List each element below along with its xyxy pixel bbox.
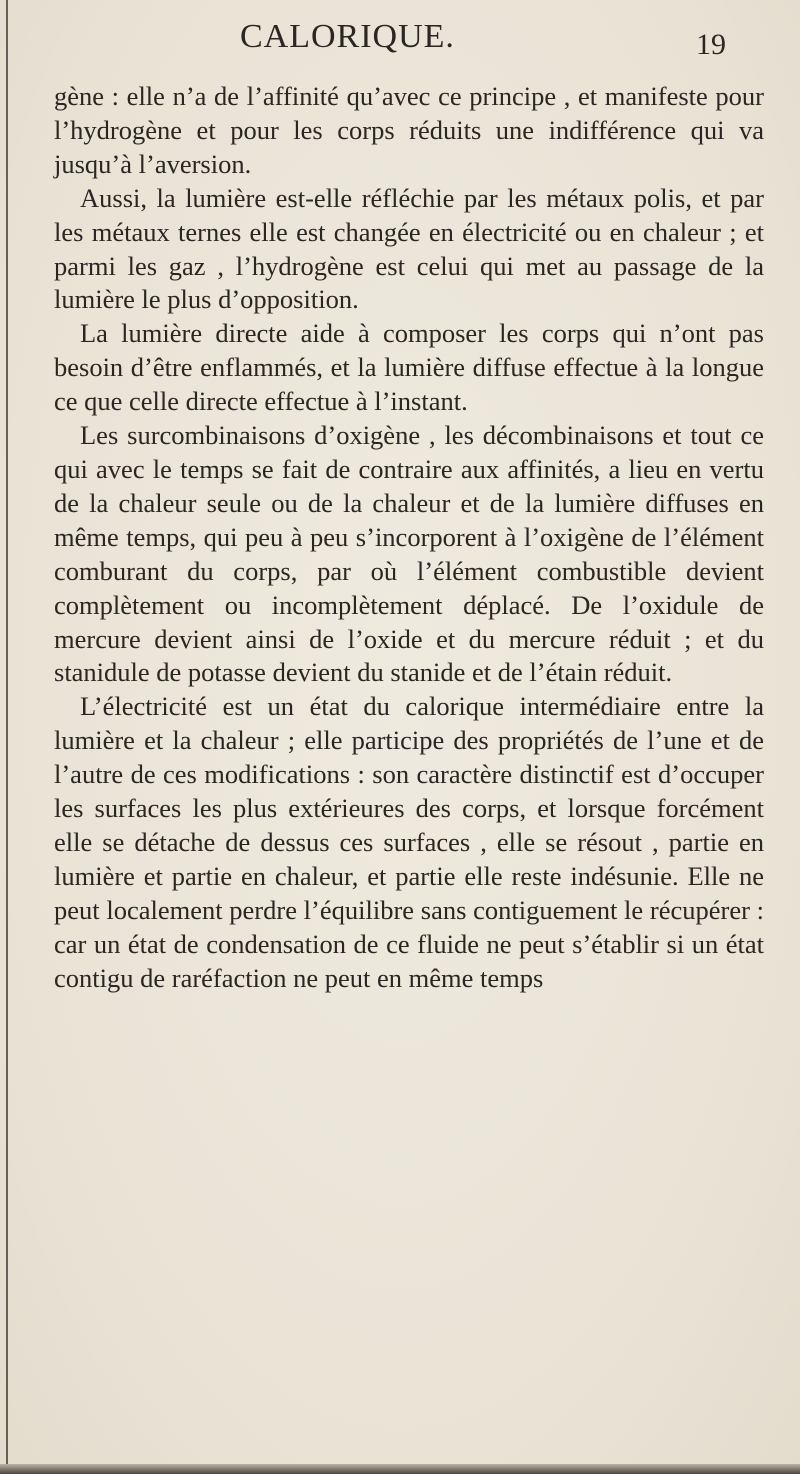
body-text <box>54 80 764 995</box>
paragraph: La lumière directe aide à composer les corps qui n’ont pas besoin d’être enflammés, et la lumière diffuse effectue à la longue ce que celle directe effectue à l’instant. <box>54 318 764 417</box>
paragraph: Les surcombinaisons d’oxigène , les décombinaisons et tout ce qui avec le temps se fait de contraire aux affinités, a lieu en vertu de la chaleur seule ou de la chaleur et de la lumière diffuses en même temps, qui peu à peu s’incorporent à l’oxigène de l’élément comburant du corps, par où l’élément combustible devient complètement ou incomplètement déplacé. De l’oxidule de mercure devient ainsi de l’oxide et du mercure réduit ; et du stanidule de potasse devient du stanide et de l’étain réduit. <box>54 420 764 688</box>
running-title: CALORIQUE. <box>240 18 455 55</box>
page-number: 19 <box>696 28 726 61</box>
paragraph: gène : elle n’a de l’affinité qu’avec ce principe , et manifeste pour l’hydrogène et pour les corps réduits une indifférence qui va jusqu’à l’aversion. <box>54 81 764 179</box>
page-bottom-edge <box>0 1464 800 1474</box>
paragraph: L’électricité est un état du calorique intermédiaire entre la lumière et la chaleur ; elle participe des propriétés de l’une et de l’autre de ces modifications : son caractère distinctif est d’occuper les surfaces les plus extérieures des corps, et lorsque forcément elle se détache de dessus ces surfaces , elle se résout , partie en lumière et partie en chaleur, et partie elle reste indésunie. Elle ne peut localement perdre l’équilibre sans contiguement le récupérer : car un état de condensation de ce fluide ne peut s’établir si un état contigu de raréfaction ne peut en même temps <box>54 691 764 993</box>
page-header <box>0 18 800 78</box>
paragraph: Aussi, la lumière est-elle réfléchie par les métaux polis, et par les métaux ternes elle est changée en électricité ou en chaleur ; et parmi les gaz , l’hydrogène est celui qui met au passage de la lumière le plus d’opposition. <box>54 182 764 315</box>
page-gutter-edge <box>6 0 8 1474</box>
